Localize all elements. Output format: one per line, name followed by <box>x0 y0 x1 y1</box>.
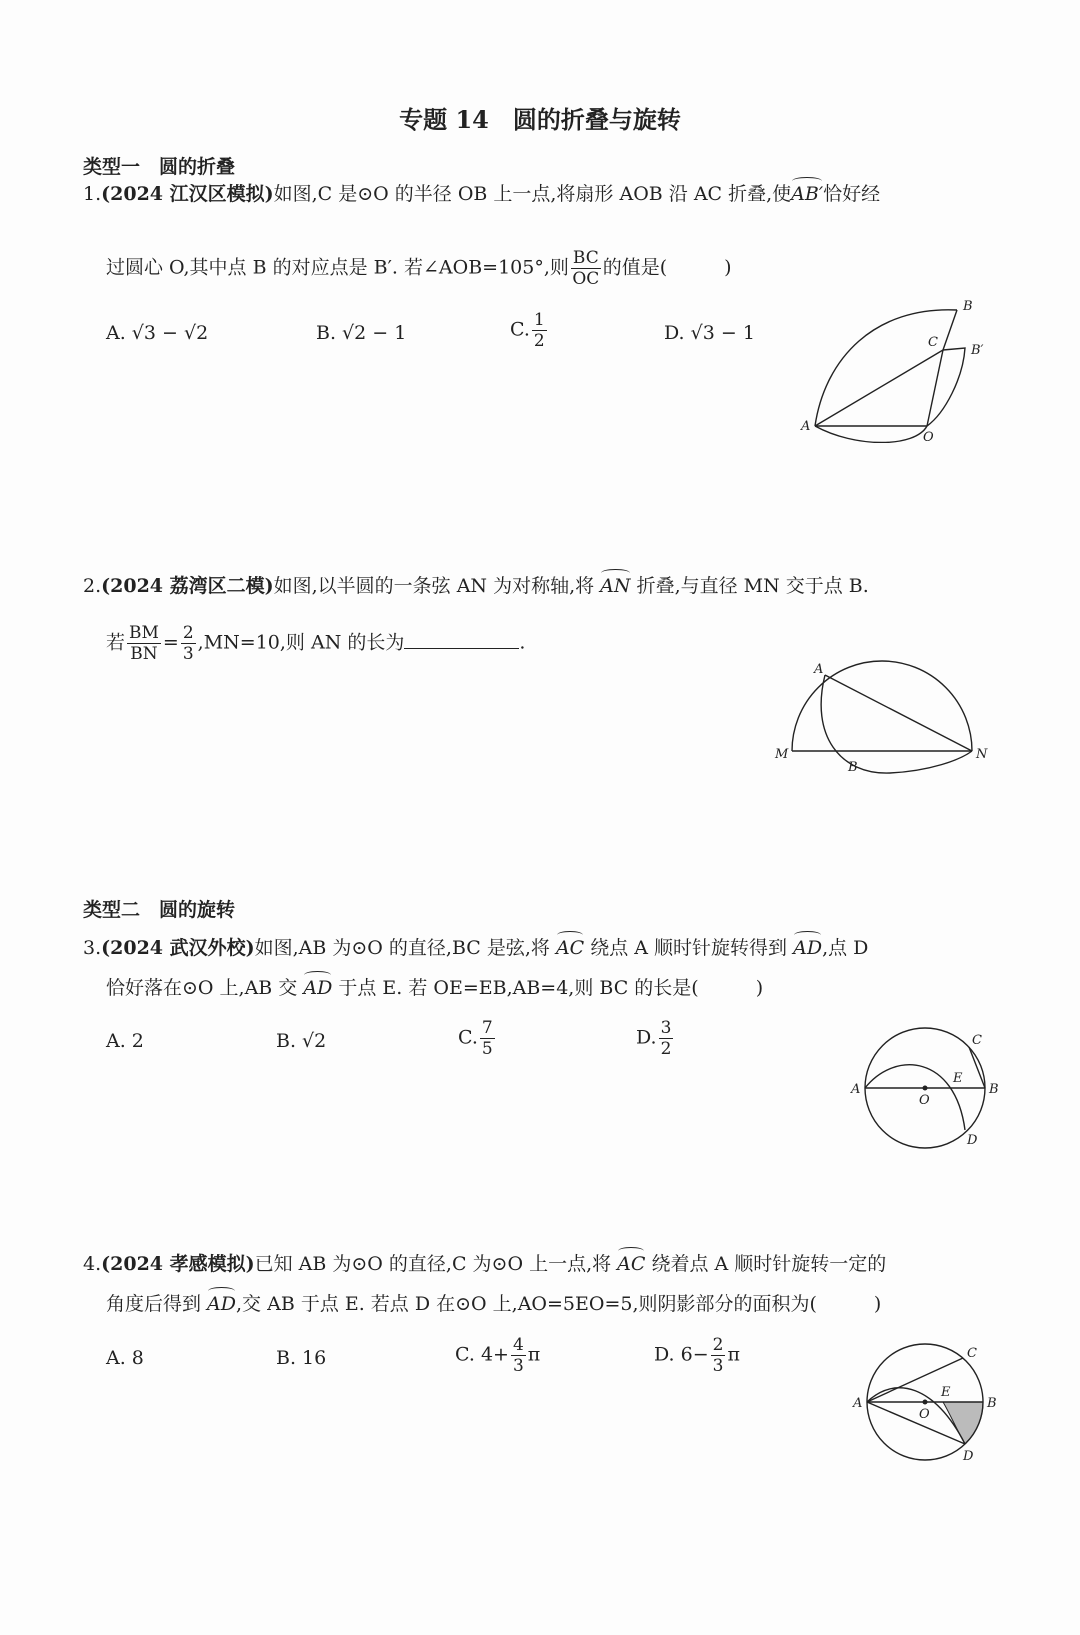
label-a: A <box>851 1082 861 1097</box>
arc-notation: AC <box>617 1250 645 1278</box>
question-2-line-2 <box>106 623 525 664</box>
label-b: B <box>963 299 973 314</box>
arc-notation: AB′ <box>791 180 823 208</box>
denominator: 2 <box>533 331 545 351</box>
denominator: 3 <box>512 1356 524 1376</box>
numerator: 1 <box>533 310 545 330</box>
chord-bc <box>969 1047 985 1088</box>
label-d: D <box>963 1449 974 1464</box>
question-text: ,MN=10,则 AN 的长为 <box>197 631 405 654</box>
question-number: 1. <box>83 183 102 205</box>
numerator: 2 <box>182 623 194 643</box>
arc-notation: AD <box>207 1290 236 1318</box>
label-d: D <box>967 1133 978 1148</box>
numerator: 2 <box>712 1335 724 1355</box>
q1-option-a[interactable]: A. √3 − √2 <box>106 322 209 344</box>
question-text: 折叠,与直径 MN 交于点 B. <box>630 575 869 597</box>
label-b-prime: B′ <box>971 343 984 358</box>
label-m: M <box>775 747 789 762</box>
fraction <box>127 623 161 664</box>
label-b: B <box>848 760 858 775</box>
q4-option-c[interactable] <box>455 1335 540 1376</box>
option-label: C. 4+ <box>455 1343 509 1366</box>
question-source: (2024 荔湾区二模) <box>101 575 274 597</box>
option-label: C. <box>510 318 530 341</box>
denominator: BN <box>130 644 158 664</box>
label-e: E <box>941 1385 951 1400</box>
rotated-arc-ad <box>865 1065 965 1130</box>
question-source: (2024 武汉外校) <box>101 937 255 959</box>
radius-ob <box>927 350 943 426</box>
denominator: 3 <box>712 1356 724 1376</box>
question-3-line-1 <box>83 934 868 962</box>
arc-notation: AD <box>303 974 332 1002</box>
question-text: 角度后得到 <box>106 1293 208 1315</box>
q4-option-a[interactable]: A. 8 <box>106 1347 144 1369</box>
question-number: 2. <box>83 575 102 597</box>
page-title: 专题 14 圆的折叠与旋转 <box>399 105 681 134</box>
question-text: 恰好落在⊙O 上,AB 交 <box>106 977 304 999</box>
numerator: 3 <box>660 1018 672 1038</box>
question-text: 如图,C 是⊙O 的半径 OB 上一点,将扇形 AOB 沿 AC 折叠,使 <box>273 183 792 205</box>
pi-symbol: π <box>727 1343 740 1366</box>
fraction <box>571 248 601 289</box>
question-text: 于点 E. 若 OE=EB,AB=4,则 BC 的长是( ) <box>332 977 764 999</box>
fraction <box>532 310 547 351</box>
q1-option-d[interactable]: D. √3 − 1 <box>664 322 755 344</box>
question-1-line-1 <box>83 180 880 208</box>
option-label: D. 6− <box>654 1343 709 1366</box>
answer-blank[interactable] <box>404 628 519 649</box>
question-3-line-2 <box>106 974 763 1002</box>
option-label: C. <box>458 1026 478 1049</box>
question-source: (2024 孝感模拟) <box>101 1253 255 1275</box>
q1-option-c[interactable] <box>510 310 549 351</box>
denominator: 5 <box>481 1039 493 1059</box>
label-e: E <box>953 1071 963 1086</box>
label-c: C <box>972 1033 982 1048</box>
denominator: 3 <box>182 644 194 664</box>
question-source: (2024 江汉区模拟) <box>101 183 274 205</box>
question-text: 若 <box>106 631 126 654</box>
chord-an <box>825 675 972 751</box>
question-text: 绕点 A 顺时针旋转得到 <box>584 937 794 959</box>
arc-notation: AN <box>600 572 630 600</box>
question-1-line-2 <box>106 248 732 289</box>
label-o: O <box>923 430 934 443</box>
question-text: ,点 D <box>822 937 869 959</box>
question-text: ,交 AB 于点 E. 若点 D 在⊙O 上,AO=5EO=5,则阴影部分的面积为( ) <box>236 1293 882 1315</box>
q3-option-a[interactable]: A. 2 <box>106 1030 144 1052</box>
option-label: D. <box>636 1026 657 1049</box>
label-o: O <box>919 1407 930 1422</box>
figure-q3-rotated-arc <box>845 1020 1010 1155</box>
numerator: BC <box>572 248 599 268</box>
question-text: 恰好经 <box>823 183 881 205</box>
fraction <box>480 1018 495 1059</box>
arc-notation: AD <box>793 934 822 962</box>
pi-symbol: π <box>527 1343 541 1366</box>
figure-q1-folded-sector <box>795 298 1000 443</box>
answer-bracket: 的值是( ) <box>602 256 732 279</box>
q3-option-b[interactable]: B. √2 <box>276 1030 327 1052</box>
label-b: B <box>987 1396 997 1411</box>
folded-arc <box>815 426 927 443</box>
question-text: 如图,AB 为⊙O 的直径,BC 是弦,将 <box>254 937 556 959</box>
fraction <box>711 1335 726 1376</box>
fraction <box>181 623 196 664</box>
fraction <box>659 1018 674 1059</box>
section-heading-folding: 类型一 圆的折叠 <box>83 156 236 178</box>
question-2-line-1 <box>83 572 869 600</box>
q4-option-d[interactable] <box>654 1335 740 1376</box>
arc-ab <box>815 310 957 426</box>
denominator: 2 <box>660 1039 672 1059</box>
question-text: 过圆心 O,其中点 B 的对应点是 B′. 若∠AOB=105°,则 <box>106 256 569 279</box>
question-text: 如图,以半圆的一条弦 AN 为对称轴,将 <box>273 575 601 597</box>
question-number: 4. <box>83 1253 102 1275</box>
numerator: BM <box>129 623 159 643</box>
q3-option-d[interactable] <box>636 1018 675 1059</box>
label-b: B <box>989 1082 999 1097</box>
label-c: C <box>928 335 938 350</box>
label-a: A <box>801 419 811 434</box>
equals: = <box>162 631 179 654</box>
label-n: N <box>976 747 988 762</box>
folded-arc <box>821 675 972 773</box>
question-4-line-2 <box>106 1290 881 1318</box>
label-a: A <box>814 662 824 677</box>
fold-line-ac <box>815 350 943 426</box>
question-text: 绕着点 A 顺时针旋转一定的 <box>645 1253 887 1275</box>
label-c: C <box>967 1346 977 1361</box>
arc-notation: AC <box>556 934 584 962</box>
label-a: A <box>853 1396 863 1411</box>
label-o: O <box>919 1093 930 1108</box>
q4-option-b[interactable]: B. 16 <box>276 1347 327 1369</box>
numerator: 4 <box>512 1335 524 1355</box>
question-text: . <box>519 631 526 654</box>
fraction <box>511 1335 526 1376</box>
denominator: OC <box>572 269 600 289</box>
figure-q2-folded-semicircle <box>770 655 1005 785</box>
numerator: 7 <box>481 1018 493 1038</box>
section-heading-rotation: 类型二 圆的旋转 <box>83 899 236 921</box>
question-4-line-1 <box>83 1250 886 1278</box>
q1-option-b[interactable]: B. √2 − 1 <box>316 322 407 344</box>
question-text: 已知 AB 为⊙O 的直径,C 为⊙O 上一点,将 <box>254 1253 618 1275</box>
q3-option-c[interactable] <box>458 1018 497 1059</box>
question-number: 3. <box>83 937 102 959</box>
figure-q4-shaded-region <box>845 1340 1010 1475</box>
